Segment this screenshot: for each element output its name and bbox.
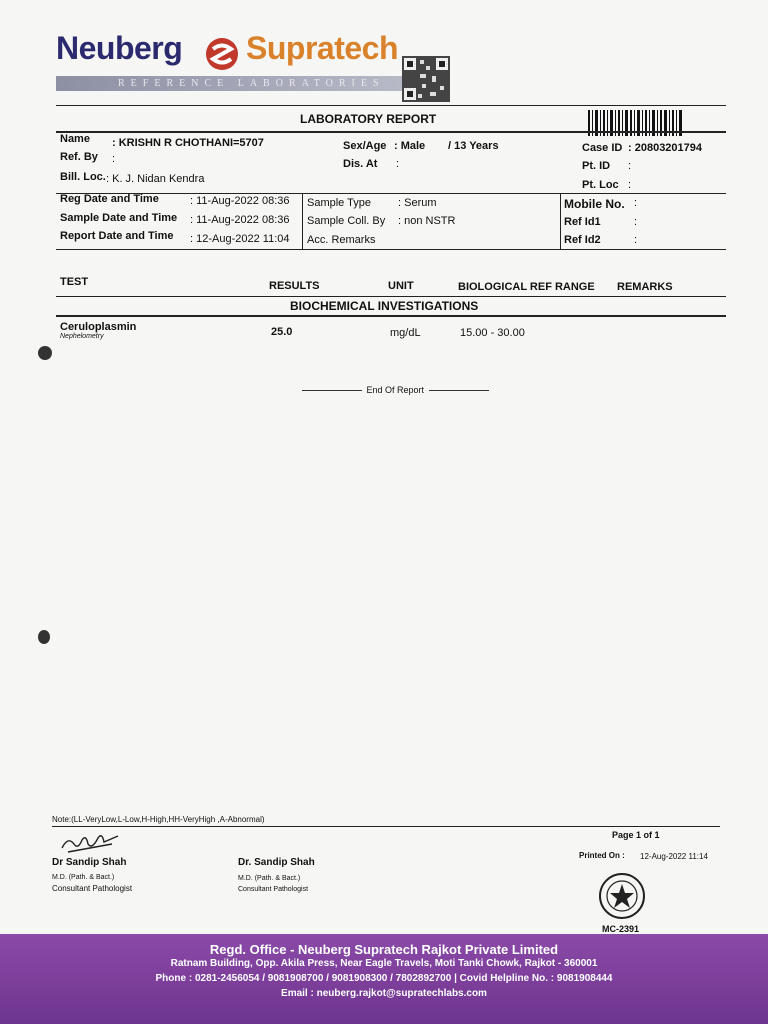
name-value: : KRISHN R CHOTHANI=5707: [112, 137, 264, 149]
billloc-value: : K. J. Nidan Kendra: [106, 173, 205, 185]
sampletype-value: : Serum: [398, 197, 437, 209]
title-rule: [56, 131, 726, 133]
tagline: REFERENCE LABORATORIES: [118, 78, 385, 89]
regdate-value: : 11-Aug-2022 08:36: [190, 195, 290, 207]
end-line-left: [302, 390, 362, 391]
end-of-report-text: End Of Report: [366, 385, 425, 395]
divider-vertical-1: [302, 194, 303, 249]
name-label: Name: [60, 133, 90, 145]
end-line-right: [429, 390, 489, 391]
refid2-value: :: [634, 234, 638, 246]
test-method: Nephelometry: [60, 333, 104, 340]
caseid-value: : 20803201794: [628, 142, 703, 154]
end-of-report: [300, 385, 491, 395]
footer-office: Regd. Office - Neuberg Supratech Rajkot Private Limited: [209, 942, 559, 957]
reportdate-label: Report Date and Time: [60, 230, 174, 242]
signatory-2-title: Consultant Pathologist: [238, 886, 309, 893]
test-unit: mg/dL: [390, 327, 421, 339]
signatory-1-degree: M.D. (Path. & Bact.): [52, 874, 115, 881]
caseid-label: Case ID: [582, 142, 623, 154]
page-number: Page 1 of 1: [612, 830, 660, 840]
divider-vertical-2: [560, 194, 561, 249]
sexage-label: Sex/Age: [343, 140, 387, 152]
footer-phone: Phone : 0281-2456054 / 9081908700 / 9081908300 / 7802892700 | Covid Helpline No. : 9081908444: [155, 973, 613, 984]
seal-code: MC-2391: [602, 924, 640, 934]
refby-label: Ref. By: [60, 151, 98, 163]
qr-code-icon: [402, 56, 450, 102]
col-unit: UNIT: [388, 280, 414, 292]
abbreviation-note: Note:(LL-VeryLow,L-Low,H-High,HH-VeryHigh ,A-Abnormal): [52, 815, 265, 824]
logo-supratech: Supratech: [246, 30, 398, 66]
signatory-1-title: Consultant Pathologist: [52, 884, 133, 893]
col-test: TEST: [60, 276, 89, 288]
section-rule: [56, 315, 726, 317]
note-rule: [52, 826, 720, 827]
logo-neuberg: Neuberg: [56, 30, 183, 66]
refid2-label: Ref Id2: [564, 234, 601, 246]
col-results: RESULTS: [269, 280, 320, 292]
sexage-value: : Male: [394, 140, 426, 152]
age-value: / 13 Years: [448, 140, 499, 152]
ptid-value: :: [628, 160, 632, 172]
accreditation-seal-icon: [598, 872, 646, 920]
signatory-2-name: Dr. Sandip Shah: [238, 857, 315, 868]
test-name: Ceruloplasmin: [60, 321, 137, 333]
punch-hole: [38, 630, 50, 644]
ptid-label: Pt. ID: [582, 160, 611, 172]
punch-hole: [38, 346, 52, 360]
signatory-1-name: Dr Sandip Shah: [52, 857, 127, 868]
test-range: 15.00 - 30.00: [460, 327, 525, 339]
signatory-2-degree: M.D. (Path. & Bact.): [238, 875, 301, 882]
mobile-label: Mobile No.: [564, 197, 625, 211]
printed-label: Printed On :: [579, 851, 625, 860]
billloc-label: Bill. Loc.: [60, 171, 106, 183]
accremarks-label: Acc. Remarks: [307, 234, 376, 246]
regdate-label: Reg Date and Time: [60, 193, 159, 205]
sampledate-label: Sample Date and Time: [60, 212, 178, 224]
table-header-rule: [56, 296, 726, 297]
footer-address: Ratnam Building, Opp. Akila Press, Near Eagle Travels, Moti Tanki Chowk, Rajkot - 360001: [170, 958, 598, 969]
samplecoll-value: : non NSTR: [398, 215, 456, 227]
sampletype-label: Sample Type: [307, 197, 372, 209]
col-remarks: REMARKS: [617, 281, 673, 293]
test-result: 25.0: [271, 326, 293, 338]
mobile-value: :: [634, 197, 638, 209]
ptloc-label: Pt. Loc: [582, 179, 619, 191]
refid1-value: :: [634, 216, 638, 228]
header-rule: [56, 105, 726, 106]
signature-icon: [58, 830, 122, 856]
section-title: BIOCHEMICAL INVESTIGATIONS: [290, 299, 479, 313]
disat-label: Dis. At: [343, 158, 378, 170]
ptloc-value: :: [628, 179, 632, 191]
sampledate-value: : 11-Aug-2022 08:36: [190, 214, 290, 226]
logo-swirl-icon: [204, 36, 240, 72]
reportdate-value: : 12-Aug-2022 11:04: [190, 233, 290, 245]
sample-rule: [56, 249, 726, 250]
refby-value: :: [112, 153, 116, 165]
report-title: LABORATORY REPORT: [300, 112, 437, 126]
refid1-label: Ref Id1: [564, 216, 601, 228]
footer-email: Email : neuberg.rajkot@supratechlabs.com: [281, 988, 487, 999]
samplecoll-label: Sample Coll. By: [307, 215, 386, 227]
disat-value: :: [396, 158, 400, 170]
printed-value: 12-Aug-2022 11:14: [640, 852, 708, 861]
col-range: BIOLOGICAL REF RANGE: [458, 281, 595, 293]
